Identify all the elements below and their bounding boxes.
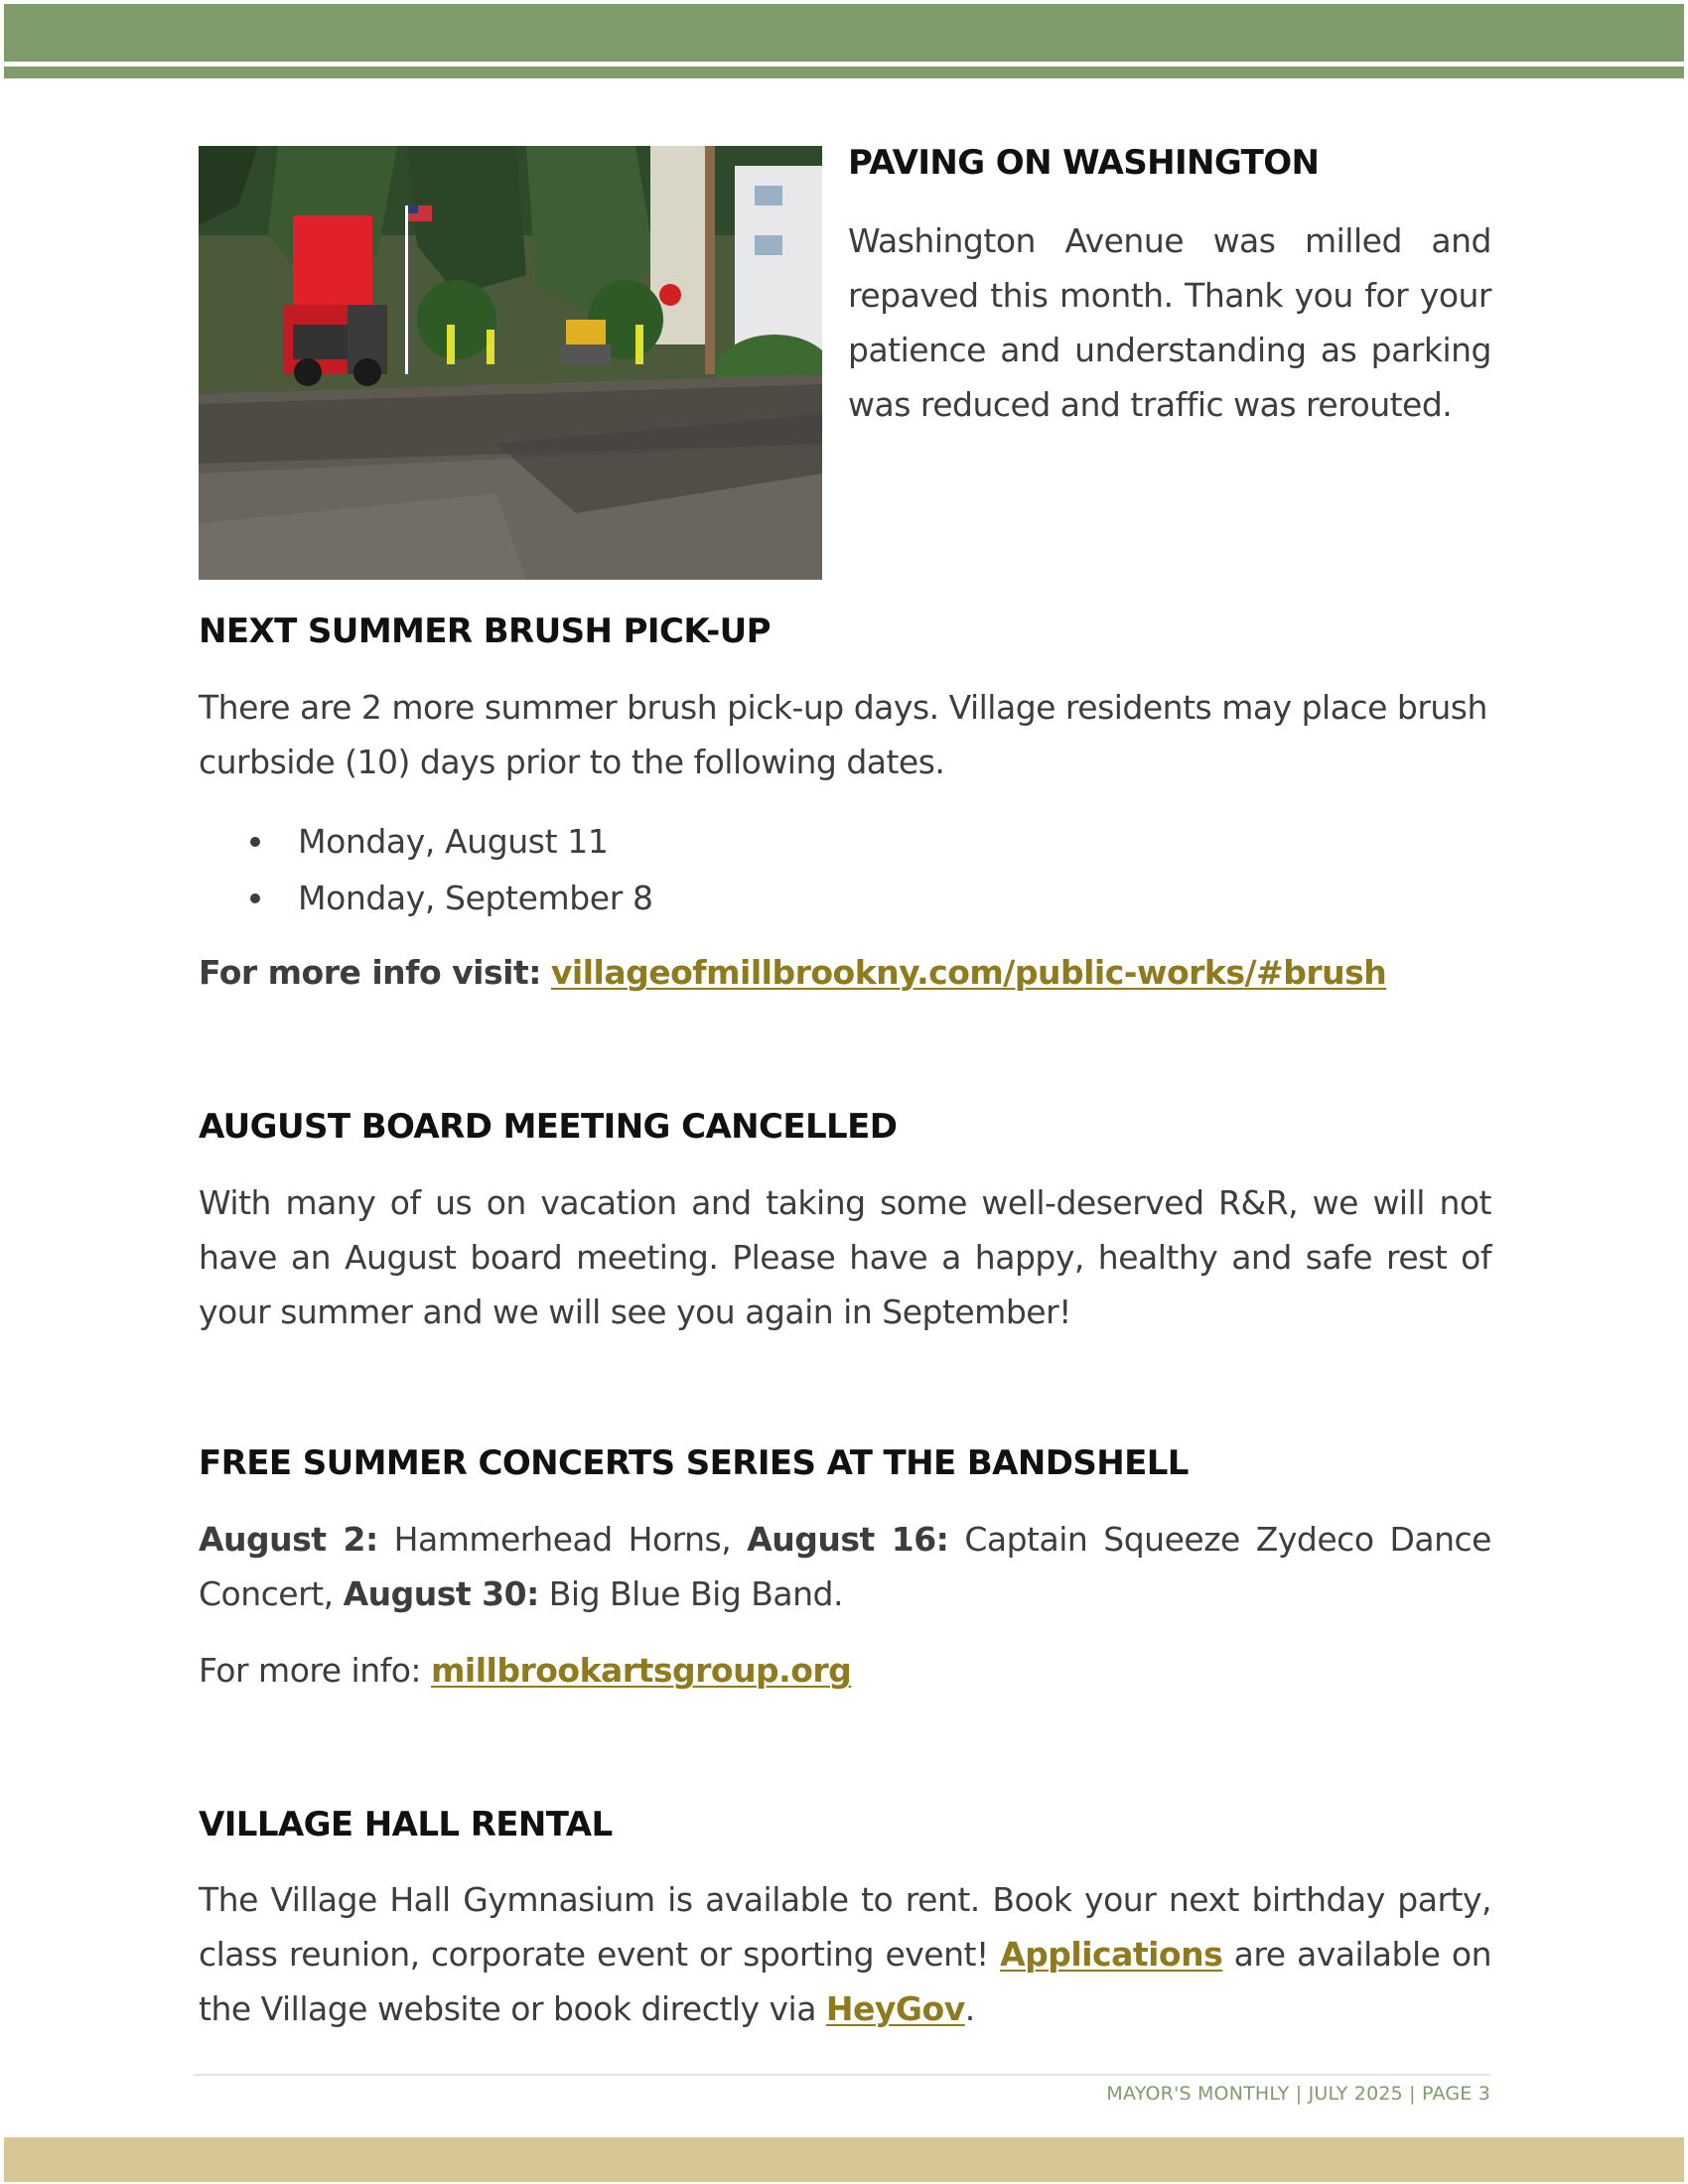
concert-date: August 2: [199, 1520, 378, 1559]
board-body: With many of us on vacation and taking some well-deserved R&R, we will not have an August board meeting. Please have a happy, healthy and safe rest of your summer and we will see you again in September! [199, 1183, 1491, 1331]
header-rule [4, 67, 1684, 78]
concerts-more-info [199, 1643, 1491, 1698]
concerts-body [199, 1512, 1491, 1621]
brush-heading: NEXT SUMMER BRUSH PICK-UP [199, 612, 771, 651]
page-footer: MAYOR'S MONTHLY | JULY 2025 | PAGE 3 [1106, 2083, 1490, 2105]
bullet-icon [250, 837, 260, 847]
board-heading: AUGUST BOARD MEETING CANCELLED [199, 1107, 898, 1147]
road-paving-photo-icon [199, 146, 822, 580]
hall-body-middle: are available on the Village website or book directly via [199, 1935, 1491, 2028]
hall-body-start: The Village Hall Gymnasium is available to rent. Book your next birthday party, class reunion, corporate event or sporting event! [199, 1880, 1491, 1974]
header-band [4, 4, 1684, 62]
brush-more-label: For more info visit: [199, 953, 541, 992]
concert-act: Hammerhead Horns, [377, 1520, 748, 1559]
hall-body [199, 1872, 1491, 2036]
brush-date: Monday, August 11 [298, 822, 609, 861]
concert-date: August 30: [343, 1574, 539, 1613]
bullet-icon [250, 893, 260, 903]
heygov-link[interactable]: HeyGov [825, 1989, 965, 2028]
hall-body-end: . [964, 1989, 975, 2028]
concert-act: Big Blue Big Band. [538, 1574, 843, 1613]
brush-info-link[interactable]: villageofmillbrookny.com/public-works/#brush [550, 953, 1387, 992]
concerts-info-link[interactable]: millbrookartsgroup.org [431, 1651, 852, 1690]
applications-link[interactable]: Applications [1000, 1935, 1223, 1974]
footer-band [4, 2137, 1684, 2182]
concerts-more-label: For more info: [199, 1651, 432, 1690]
list-item [199, 813, 653, 870]
brush-body: There are 2 more summer brush pick-up days. Village residents may place brush curbside (10) days prior to the following dates. [199, 688, 1487, 781]
brush-date: Monday, September 8 [298, 879, 653, 917]
footer-rule [194, 2074, 1490, 2076]
concert-date: August 16: [747, 1520, 949, 1559]
brush-date-list [199, 813, 653, 926]
paving-heading: PAVING ON WASHINGTON [848, 143, 1320, 183]
hall-heading: VILLAGE HALL RENTAL [199, 1805, 613, 1844]
concerts-heading: FREE SUMMER CONCERTS SERIES AT THE BANDSHELL [199, 1443, 1189, 1483]
paving-photo [199, 146, 822, 580]
concert-act: Captain Squeeze Zydeco Dance Concert, [199, 1520, 1491, 1613]
paving-body: Washington Avenue was milled and repaved this month. Thank you for your patience and understanding as parking was reduced and traffic was rerouted. [848, 221, 1491, 424]
brush-more-info [199, 945, 1491, 1000]
list-item [199, 870, 653, 926]
